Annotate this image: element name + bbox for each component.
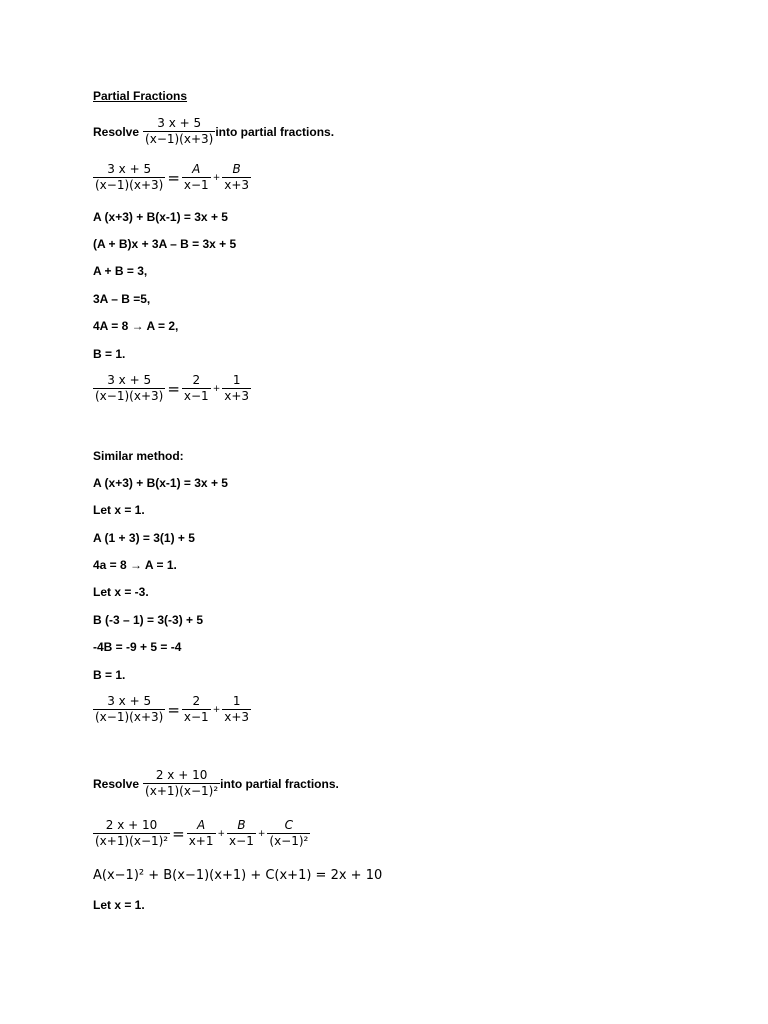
fraction-denominator: (x−1)(x+3) <box>95 178 164 192</box>
step-line: (A + B)x + 3A – B = 3x + 5 <box>93 237 237 251</box>
fraction-numerator: 3 x + 5 <box>107 694 152 708</box>
step-line: 4a = 8 → A = 1. <box>93 558 177 572</box>
fraction-numerator: 3 x + 5 <box>107 162 152 176</box>
fraction-numerator: B <box>232 162 241 176</box>
plus-sign: + <box>217 828 226 839</box>
term-2-fraction <box>222 373 251 404</box>
step-line: A (x+3) + B(x-1) = 3x + 5 <box>93 210 228 224</box>
resolve-problem-1 <box>93 116 334 147</box>
page-title: Partial Fractions <box>93 89 188 103</box>
fraction-denominator: x−1 <box>183 178 209 192</box>
result-equation-2 <box>93 694 251 725</box>
fraction-denominator: (x−1)(x+3) <box>95 389 164 403</box>
fraction-numerator: 3 x + 5 <box>157 116 202 130</box>
fraction-denominator: (x+1)(x−1)² <box>145 784 219 798</box>
resolve-label: Resolve <box>93 776 140 791</box>
step-line: -4B = -9 + 5 = -4 <box>93 640 182 654</box>
fraction-denominator: x+1 <box>188 834 214 848</box>
step-line: Let x = 1. <box>93 503 145 517</box>
equals-sign: = <box>167 379 180 398</box>
term-2-fraction <box>222 694 251 725</box>
problem-1-fraction <box>143 116 215 147</box>
section-heading: Similar method: <box>93 449 184 463</box>
step-line: B = 1. <box>93 668 126 682</box>
fraction-denominator: (x−1)² <box>269 834 309 848</box>
term-1-fraction <box>182 373 211 404</box>
plus-sign: + <box>212 704 221 715</box>
fraction-numerator: A <box>196 818 206 832</box>
decomposition-equation-1 <box>93 162 251 193</box>
fraction-numerator: 2 x + 10 <box>155 768 208 782</box>
fraction-denominator: (x−1)(x+3) <box>145 132 214 146</box>
step-line: 3A – B =5, <box>93 292 151 306</box>
fraction-denominator: (x+1)(x−1)² <box>95 834 169 848</box>
plus-sign: + <box>257 828 266 839</box>
fraction-numerator: 2 <box>192 373 201 387</box>
fraction-denominator: (x−1)(x+3) <box>95 710 164 724</box>
fraction-numerator: A <box>192 162 201 176</box>
plus-sign: + <box>212 383 221 394</box>
fraction-numerator: 1 <box>232 694 241 708</box>
term-a-fraction <box>187 818 216 849</box>
plus-sign: + <box>212 172 221 183</box>
fraction-numerator: 2 <box>192 694 201 708</box>
identity-equation-text: A(x−1)² + B(x−1)(x+1) + C(x+1) = 2x + 10 <box>93 868 383 883</box>
fraction-numerator: 3 x + 5 <box>107 373 152 387</box>
problem-2-fraction <box>143 768 220 799</box>
equals-sign: = <box>167 168 180 187</box>
term-1-fraction <box>182 694 211 725</box>
lhs-fraction <box>93 694 165 725</box>
identity-equation <box>93 868 382 883</box>
term-b-fraction <box>222 162 251 193</box>
fraction-denominator: x−1 <box>183 710 209 724</box>
resolve-label: Resolve <box>93 124 140 139</box>
resolve-problem-2 <box>93 768 339 799</box>
equals-sign: = <box>167 700 180 719</box>
term-c-fraction <box>267 818 310 849</box>
fraction-numerator: 2 x + 10 <box>105 818 158 832</box>
result-equation-1 <box>93 373 251 404</box>
lhs-fraction <box>93 162 165 193</box>
term-b-fraction <box>227 818 256 849</box>
resolve-suffix: into partial fractions. <box>220 776 339 791</box>
step-line: B (-3 – 1) = 3(-3) + 5 <box>93 613 204 627</box>
equals-sign: = <box>172 824 185 843</box>
fraction-numerator: B <box>237 818 246 832</box>
step-line: Let x = -3. <box>93 585 149 599</box>
fraction-denominator: x−1 <box>229 834 254 848</box>
fraction-denominator: x+3 <box>224 178 250 192</box>
step-line: Let x = 1. <box>93 898 145 912</box>
step-line: B = 1. <box>93 347 126 361</box>
decomposition-equation-2 <box>93 818 310 849</box>
step-line: A (1 + 3) = 3(1) + 5 <box>93 531 195 545</box>
lhs-fraction <box>93 818 170 849</box>
step-line: A (x+3) + B(x-1) = 3x + 5 <box>93 476 228 490</box>
fraction-numerator: C <box>284 818 294 832</box>
step-line: A + B = 3, <box>93 264 148 278</box>
lhs-fraction <box>93 373 165 404</box>
term-a-fraction <box>182 162 211 193</box>
step-line: 4A = 8 → A = 2, <box>93 319 179 333</box>
fraction-denominator: x+3 <box>224 389 250 403</box>
resolve-suffix: into partial fractions. <box>215 124 335 139</box>
fraction-numerator: 1 <box>232 373 241 387</box>
fraction-denominator: x−1 <box>183 389 209 403</box>
fraction-denominator: x+3 <box>224 710 250 724</box>
